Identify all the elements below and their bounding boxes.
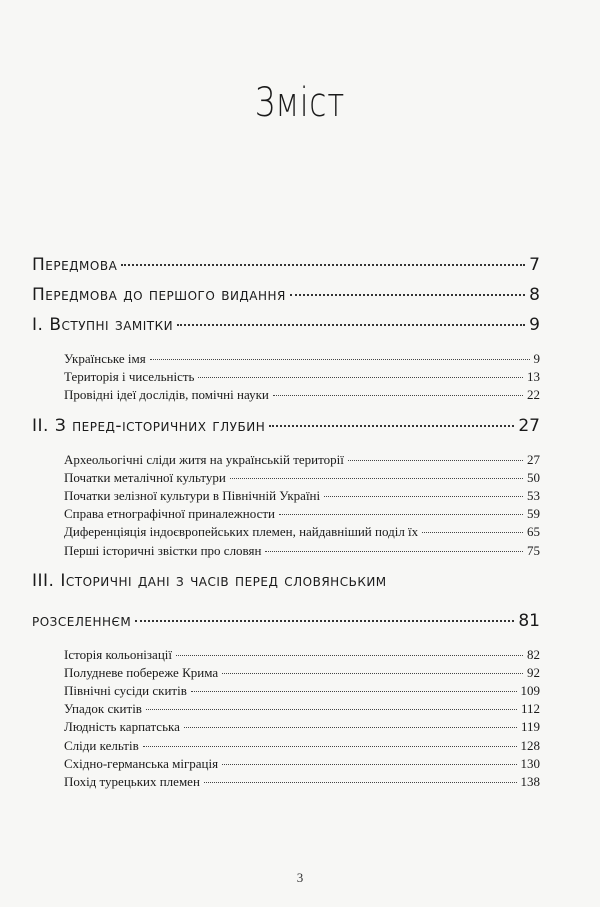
toc-subentry-label: Упадок скитів: [64, 701, 142, 717]
toc-chapter-label: III. Історичні дані з часів перед словянським: [32, 570, 387, 591]
toc-chapter-label-continued: розселеннєм: [32, 610, 132, 631]
toc-chapter-label: I. Вступні замітки: [32, 315, 174, 335]
dot-leader: [348, 460, 523, 461]
page-number: 3: [296, 870, 304, 885]
toc-subentry[interactable]: [64, 719, 540, 737]
toc-chapter-3-line2[interactable]: [32, 611, 540, 641]
toc-subentry-page: 59: [527, 506, 540, 522]
toc-subentry-label: Територія і чисельність: [64, 369, 195, 385]
dot-leader: [222, 673, 523, 674]
toc-subentry-label: Диференціяція індоєвропейських племен, найдавніший поділ їх: [64, 524, 419, 540]
toc-subentry-page: 13: [527, 369, 540, 385]
dot-leader: [184, 727, 517, 728]
dot-leader: [273, 395, 523, 396]
toc-subentry[interactable]: [64, 351, 540, 369]
toc-subentry-page: 130: [520, 755, 540, 771]
dot-leader: [269, 425, 514, 427]
toc-chapter-page: 27: [518, 415, 540, 436]
toc-subentry[interactable]: [64, 452, 540, 470]
toc-subentry-label: Українське імя: [64, 351, 146, 366]
toc-entry-label: Передмова до першого видання: [32, 285, 286, 305]
toc-subentry-label: Полудневе побереже Крима: [64, 664, 219, 680]
dot-leader: [198, 377, 523, 378]
toc-subentry-label: Справа етнографічної приналежности: [64, 506, 275, 522]
dot-leader: [230, 478, 523, 479]
toc-subentry-label: Початки металічної культури: [64, 469, 226, 485]
toc-sublist-chapter-1: [32, 351, 540, 406]
toc-subentry-page: 82: [527, 646, 540, 662]
dot-leader: [222, 764, 516, 765]
dot-leader: [146, 709, 517, 710]
dot-leader: [176, 655, 523, 656]
dot-leader: [422, 532, 523, 533]
toc-entry-page: 7: [529, 255, 540, 275]
toc-subentry[interactable]: [64, 665, 540, 683]
toc-subentry-page: 119: [520, 719, 540, 735]
toc-subentry[interactable]: [64, 701, 540, 719]
toc-chapter-page: 9: [529, 315, 540, 335]
dot-leader: [150, 359, 530, 360]
toc-subentry-page: 92: [527, 664, 540, 680]
toc-subentry[interactable]: [64, 470, 540, 488]
toc-subentry-label: Похід турецьких племен: [64, 774, 200, 789]
toc-chapter-label: II. З перед-історичних глубин: [32, 415, 266, 436]
dot-leader: [177, 324, 525, 326]
toc-subentry-label: Людність карпатська: [64, 719, 180, 735]
toc-subentry-page: 22: [527, 387, 540, 403]
toc-entry-preface[interactable]: [32, 255, 540, 285]
toc-subentry[interactable]: [64, 506, 540, 524]
toc-subentry-page: 75: [527, 542, 540, 558]
dot-leader: [121, 264, 525, 266]
toc-subentry[interactable]: [64, 543, 540, 561]
toc-subentry[interactable]: [64, 756, 540, 774]
dot-leader: [324, 496, 523, 497]
toc-subentry-label: Археольогічні сліди житя на українській території: [64, 451, 344, 467]
dot-leader: [279, 514, 523, 515]
toc-chapter-2[interactable]: [32, 416, 540, 446]
toc-entry-label: Передмова: [32, 255, 118, 275]
toc-subentry-label: Історія кольонізації: [64, 646, 173, 662]
toc-subentry[interactable]: [64, 683, 540, 701]
toc-subentry[interactable]: [64, 387, 540, 405]
toc-subentry[interactable]: [64, 524, 540, 542]
toc-subentry-page: 112: [520, 701, 540, 717]
toc-entry-page: 8: [529, 285, 540, 305]
toc-chapter-1[interactable]: [32, 315, 540, 345]
toc-subentry[interactable]: [64, 738, 540, 756]
toc-subentry-label: Сліди кельтів: [64, 737, 139, 753]
dot-leader: [204, 782, 517, 783]
toc-subentry-page: 128: [520, 737, 540, 753]
page-title: Зміст: [254, 80, 346, 126]
dot-leader: [135, 620, 514, 622]
toc-subentry-label: Провідні ідеї дослідів, помічні науки: [64, 387, 269, 403]
toc-sublist-chapter-3: [32, 647, 540, 793]
toc-subentry-page: 9: [533, 351, 540, 366]
toc-subentry-label: Північні сусіди скитів: [64, 683, 187, 699]
toc-subentry[interactable]: [64, 647, 540, 665]
toc-subentry-label: Початки зелізної культури в Північній Україні: [64, 487, 321, 503]
toc-subentry-label: Перші історичні звістки про словян: [64, 542, 262, 558]
toc-entry-preface-first-edition[interactable]: [32, 285, 540, 315]
toc-chapter-3-line1[interactable]: [32, 571, 540, 611]
toc-subentry[interactable]: [64, 774, 540, 792]
toc-subentry-page: 50: [527, 469, 540, 485]
toc-subentry-page: 109: [520, 683, 540, 699]
toc-subentry-page: 65: [527, 524, 540, 540]
table-of-contents: [32, 255, 540, 802]
toc-subentry-page: 27: [527, 451, 540, 467]
dot-leader: [265, 551, 523, 552]
toc-subentry[interactable]: [64, 488, 540, 506]
toc-subentry[interactable]: [64, 369, 540, 387]
toc-sublist-chapter-2: [32, 452, 540, 561]
dot-leader: [143, 746, 517, 747]
toc-subentry-page: 138: [520, 774, 540, 789]
dot-leader: [191, 691, 517, 692]
toc-subentry-page: 53: [527, 487, 540, 503]
toc-subentry-label: Східно-германська міграція: [64, 755, 219, 771]
toc-chapter-page: 81: [518, 610, 540, 631]
dot-leader: [290, 294, 525, 296]
